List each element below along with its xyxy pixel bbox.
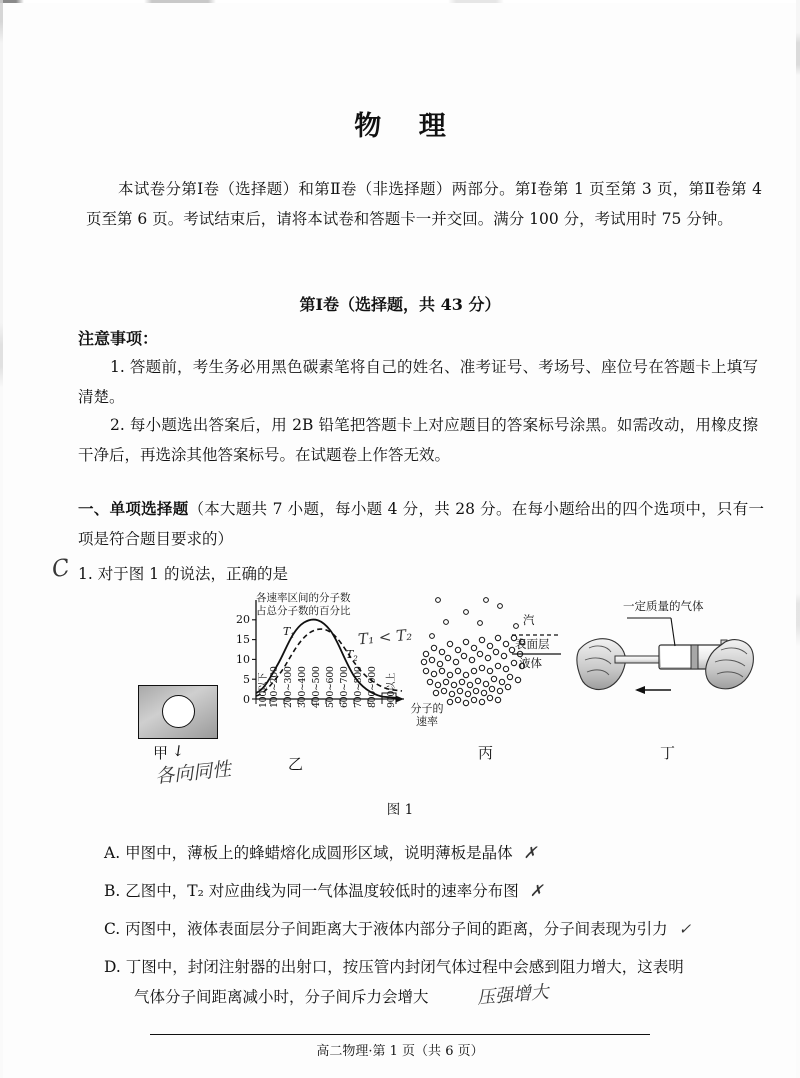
chart-x-tick-9: 900以上: [386, 672, 397, 708]
svg-text:T: T: [346, 648, 354, 661]
panel-jia-plate: [138, 685, 216, 737]
figure-caption: 图 1: [386, 802, 414, 818]
handwritten-mark-b: ✗: [529, 881, 544, 900]
option-c: [104, 914, 764, 944]
question-text: 对于图 1 的说法，正确的是: [97, 565, 288, 583]
chart-x-tick-8: 800~900: [367, 666, 378, 708]
panel-bing-liquid: [420, 592, 565, 742]
chart-x-tick-4: 400~500: [311, 666, 322, 708]
chart-x-tick-7: 700~800: [353, 666, 364, 708]
intro-paragraph: 本试卷分第Ⅰ卷（选择题）和第Ⅱ卷（非选择题）两部分。第Ⅰ卷第 1 页至第 3 页，第Ⅱ卷第 4 页至第 6 页。考试结束后，请将本试卷和答题卡一并交回。满分 100 分，考试用时 75 分钟。: [86, 180, 762, 228]
handwritten-answer-q1: C: [49, 554, 72, 584]
chart-x-tick-0: 100以下: [258, 672, 269, 708]
wax-circle: [162, 695, 195, 728]
label-surface-layer: 表面层: [515, 637, 550, 651]
notice-item-2: 2. 每小题选出答案后，用 2B 铅笔把答题卡上对应题目的答案标号涂黑。如需改动，用橡皮擦干净后，再选涂其他答案标号。在试题卷上作答无效。: [78, 416, 758, 464]
svg-text:0: 0: [243, 693, 250, 706]
option-b-key: B.: [104, 882, 121, 900]
handwritten-mark-a: ✗: [523, 843, 537, 862]
footer-divider: [150, 1034, 650, 1035]
chart-x-axis-label-line1: 分子的: [410, 702, 444, 715]
option-d-key: D.: [104, 958, 121, 976]
handwritten-note-jia: 各向同性: [154, 758, 233, 788]
svg-text:T: T: [283, 625, 291, 638]
option-c-key: C.: [104, 920, 121, 938]
panel-ding-label: 丁: [660, 744, 676, 762]
svg-text:15: 15: [236, 633, 250, 646]
panel-bing-label: 丙: [478, 744, 494, 762]
chart-y-axis-label: [256, 592, 351, 617]
liquid-molecules-svg: [420, 592, 565, 742]
notice-item-1: 1. 答题前，考生务必用黑色碳素笔将自己的姓名、准考证号、考场号、座位号在答题卡上填写清楚。: [78, 358, 758, 406]
panel-ding-syringe: [575, 598, 755, 743]
handwritten-arrow-icon: ↓: [170, 741, 186, 761]
svg-text:5: 5: [243, 673, 250, 686]
question-group-label: 一、单项选择题: [78, 499, 189, 518]
chart-x-tick-3: 300~400: [297, 666, 308, 708]
option-c-text: 丙图中，液体表面层分子间距离大于液体内部分子间的距离，分子间表现为引力: [125, 920, 668, 938]
option-a-key: A.: [104, 844, 121, 862]
notice-title: 注意事项：: [78, 329, 159, 348]
question-1-stem: [78, 562, 288, 584]
handwritten-note-d: 压强增大: [476, 981, 551, 1009]
callout-gas-label: 一定质量的气体: [623, 599, 704, 613]
option-a: [104, 838, 764, 868]
panel-jia-label: 甲: [153, 744, 169, 762]
option-d: [104, 952, 754, 1012]
svg-text:10: 10: [236, 653, 250, 666]
chart-y-axis-label-line2: 占总分子数的百分比: [256, 604, 351, 617]
figure-1-group: [60, 590, 760, 820]
page-title: 物 理: [354, 111, 460, 142]
handwritten-mark-c: ✓: [678, 920, 692, 938]
svg-text:1: 1: [290, 631, 295, 640]
option-d-text-cont: 气体分子间距离减小时，分子间斥力会增大: [134, 988, 429, 1006]
label-vapor: 汽: [523, 613, 535, 627]
chart-x-tick-5: 500~600: [325, 666, 336, 708]
label-liquid: 液体: [519, 656, 542, 670]
option-b: [104, 876, 764, 906]
chart-x-tick-1: 100~200: [269, 666, 280, 708]
option-d-text: 丁图中，封闭注射器的出射口，按压管内封闭气体过程中会感到阻力增大，这表明: [125, 958, 684, 976]
question-group-heading: [78, 494, 764, 554]
panel-yi-chart: [230, 592, 444, 754]
handwritten-note-temperature-compare: T₁ < T₂: [357, 625, 413, 649]
svg-text:20: 20: [236, 613, 250, 626]
option-a-text: 甲图中，薄板上的蜂蜡熔化成圆形区域，说明薄板是晶体: [125, 844, 513, 862]
syringe-hands-svg: [575, 598, 755, 743]
option-b-text: 乙图中，T₂ 对应曲线为同一气体温度较低时的速率分布图: [125, 882, 519, 900]
chart-x-tick-2: 200~300: [283, 666, 294, 708]
svg-text:2: 2: [353, 654, 358, 663]
page-footer: 高二物理·第 1 页（共 6 页）: [316, 1044, 484, 1059]
section-heading: 第Ⅰ卷（选择题，共 43 分）: [299, 295, 501, 314]
chart-y-axis-label-line1: 各速率区间的分子数: [256, 592, 351, 604]
question-group-detail: （本大题共 7 小题，每小题 4 分，共 28 分。在每小题给出的四个选项中，只有一项是符合题目要求的）: [78, 500, 764, 548]
chart-x-tick-6: 600~700: [339, 666, 350, 708]
chart-x-axis-label-line2: 速率: [416, 715, 438, 728]
panel-yi-label: 乙: [288, 755, 304, 773]
question-number: 1.: [78, 565, 93, 583]
